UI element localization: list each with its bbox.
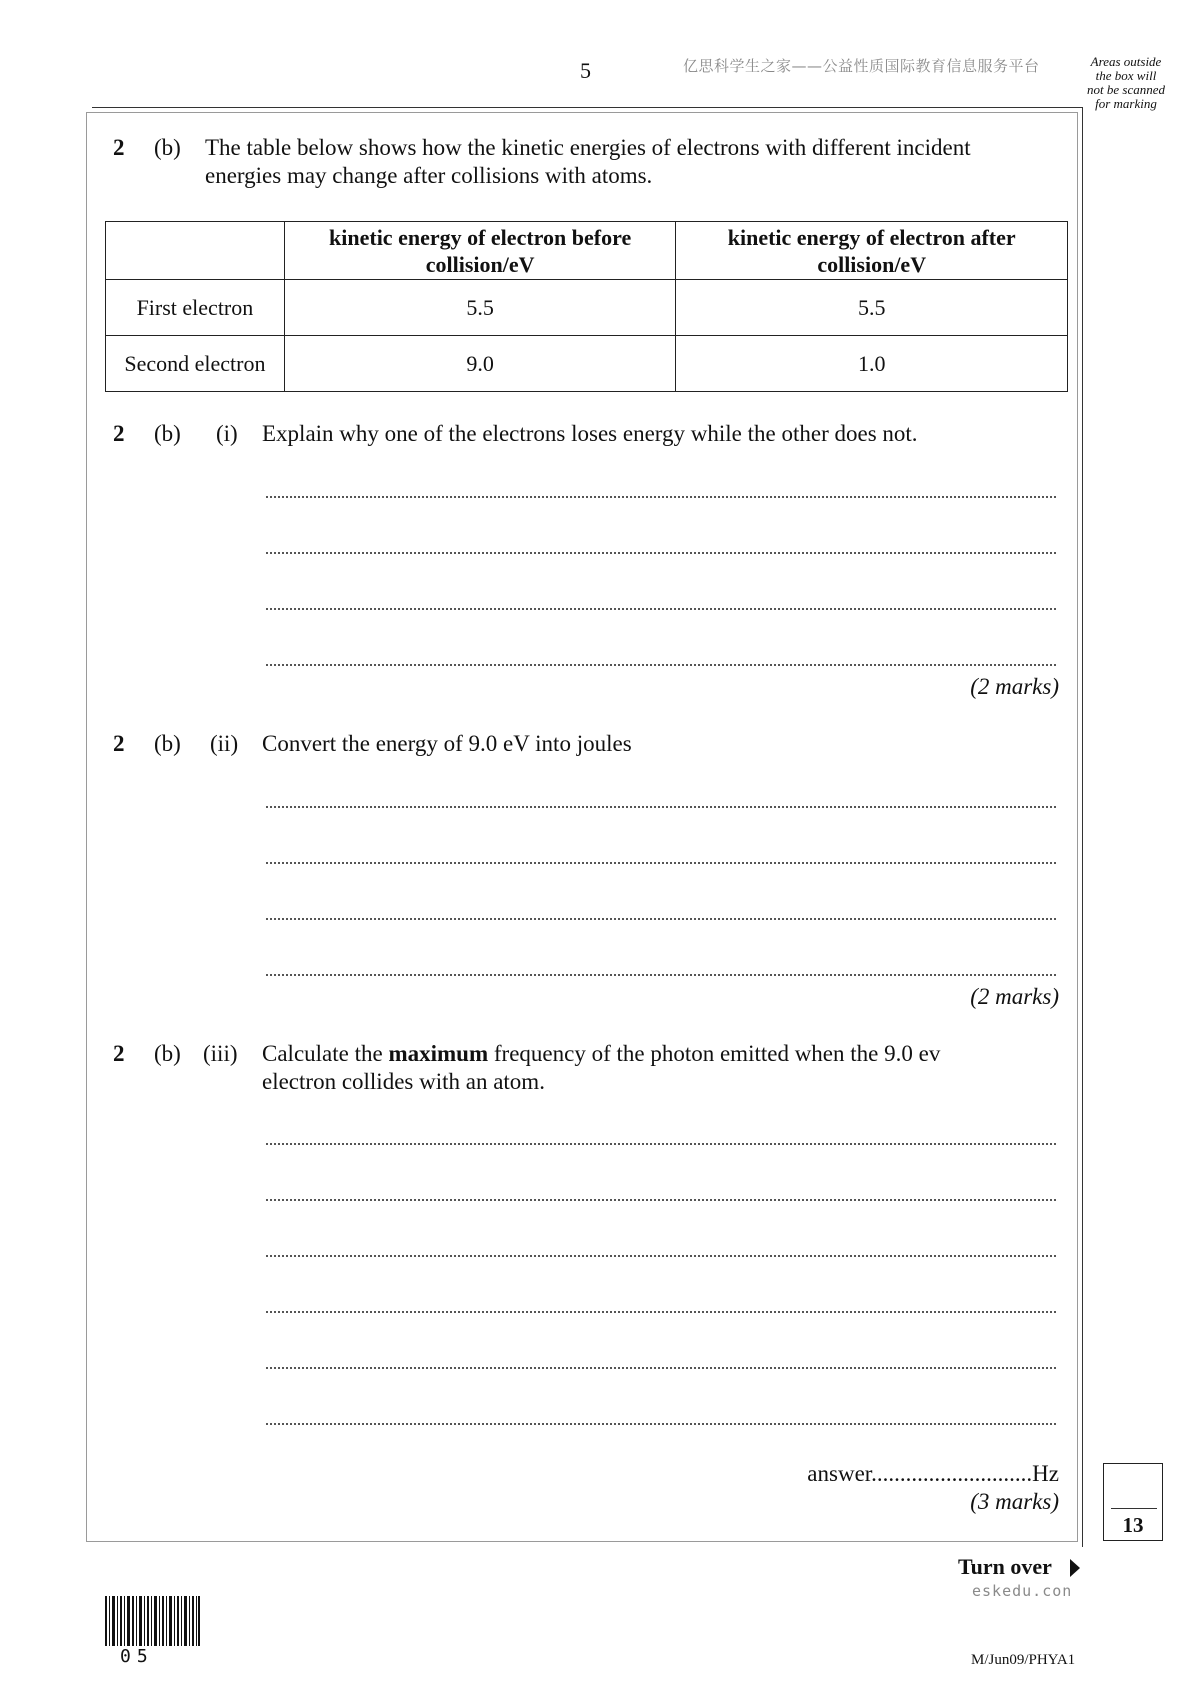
paper-code: M/Jun09/PHYA1 [971,1652,1076,1668]
answer-line[interactable] [266,1143,1056,1145]
table-header-cell [676,222,1068,280]
page-number: 5 [580,58,591,83]
answer-line[interactable] [266,1311,1056,1313]
question-number: 2 [113,731,125,756]
watermark-text: 亿思科学生之家——公益性质国际教育信息服务平台 [683,57,1040,75]
answer-field[interactable] [807,1461,1059,1487]
question-subpart: (i) [216,421,238,446]
barcode-number: 05 [120,1646,154,1667]
kinetic-energy-table [105,221,1068,392]
score-total: 13 [1122,1513,1144,1537]
question-subpart: (ii) [210,731,239,756]
answer-line[interactable] [266,1199,1056,1201]
answer-line[interactable] [266,862,1056,864]
question-part: (b) [154,1041,181,1066]
question-part: (b) [154,135,181,160]
question-text-line: The table below shows how the kinetic energies of electrons with different incident [205,135,971,160]
emphasis-text: maximum [388,1041,489,1066]
marks-label: (2 marks) [970,984,1059,1009]
question-text-part: Calculate the [262,1041,389,1066]
arrow-right-icon [1070,1559,1080,1577]
question-text-line: electron collides with an atom. [262,1069,545,1094]
header-line: kinetic energy of electron after [727,224,1016,250]
question-text-part: frequency of the photon emitted when the 9.0 ev [488,1041,941,1066]
table-row [106,336,1068,392]
table-cell: 1.0 [676,336,1068,392]
answer-line[interactable] [266,1255,1056,1257]
answer-line[interactable] [266,974,1056,976]
answer-label: answer [807,1461,872,1486]
table-cell: 5.5 [676,280,1068,336]
table-header-cell [284,222,676,280]
answer-line[interactable] [266,806,1056,808]
question-text: Explain why one of the electrons loses energy while the other does not. [262,421,918,446]
turn-over-label: Turn over [958,1554,1052,1579]
margin-note-line: the box will [1095,68,1157,83]
question-number: 2 [113,135,125,160]
answer-line[interactable] [266,664,1056,666]
question-subpart: (iii) [203,1041,238,1066]
table-cell: 9.0 [284,336,676,392]
question-part: (b) [154,421,181,446]
table-cell: 5.5 [284,280,676,336]
margin-note [1078,55,1174,111]
right-margin-rule [1082,107,1083,1547]
site-watermark: eskedu.con [972,1582,1073,1600]
question-number: 2 [113,421,125,446]
table-header-row [106,222,1068,280]
question-text [262,1040,940,1068]
answer-line[interactable] [266,1367,1056,1369]
margin-note-line: Areas outside [1090,54,1162,69]
barcode-icon [105,1596,200,1646]
answer-dots: ............................ [871,1461,1033,1486]
answer-line[interactable] [266,1423,1056,1425]
table-row [106,280,1068,336]
question-text: Convert the energy of 9.0 eV into joules [262,731,632,756]
margin-note-line: not be scanned [1087,82,1165,97]
table-header-cell [106,222,285,280]
question-part: (b) [154,731,181,756]
row-label: First electron [106,280,285,336]
answer-line[interactable] [266,918,1056,920]
header-line: collision/eV [817,251,927,277]
score-divider [1111,1508,1157,1509]
header-line: kinetic energy of electron before [329,224,632,250]
marks-label: (2 marks) [970,674,1059,699]
question-number: 2 [113,1041,125,1066]
answer-line[interactable] [266,496,1056,498]
question-text-line: energies may change after collisions with atoms. [205,163,653,188]
row-label: Second electron [106,336,285,392]
header-line: collision/eV [425,251,535,277]
margin-note-line: for marking [1095,96,1157,111]
top-rule [92,107,1083,108]
answer-line[interactable] [266,608,1056,610]
answer-line[interactable] [266,552,1056,554]
marks-label: (3 marks) [970,1489,1059,1514]
answer-unit: Hz [1032,1461,1059,1486]
